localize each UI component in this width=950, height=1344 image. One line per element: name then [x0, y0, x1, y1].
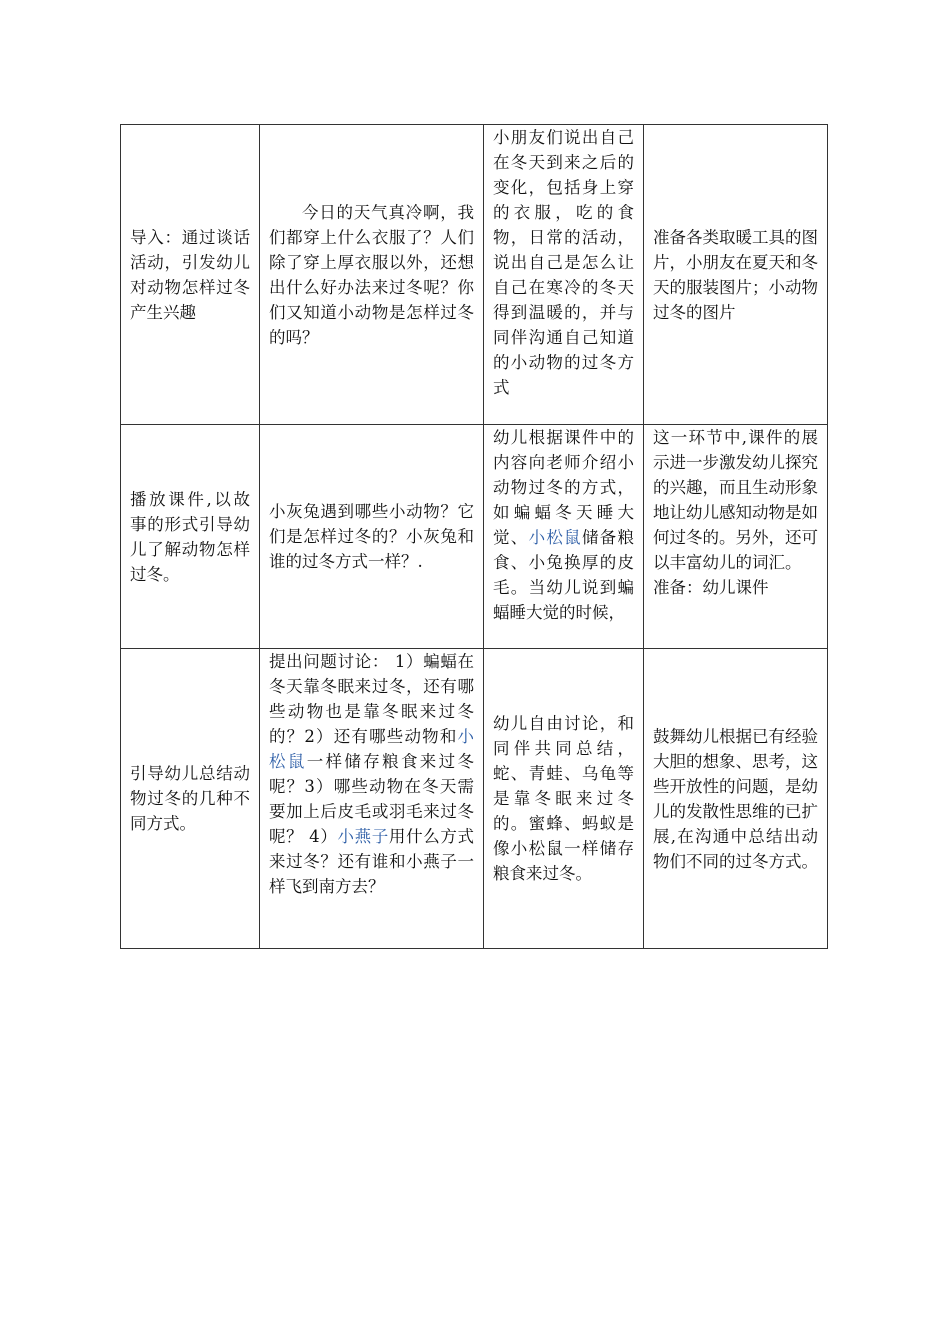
teacher-guidance-text: 小灰兔遇到哪些小动物？它们是怎样过冬的？小灰兔和谁的过冬方式一样？.	[269, 502, 474, 571]
table-row	[121, 425, 828, 649]
teacher-guidance-cell	[260, 125, 484, 425]
teacher-guidance-text: 一样储存粮食来过冬呢？3）哪些动物在冬天需要加上后皮毛或羽毛来过冬呢？ 4）	[269, 752, 475, 846]
notes-cell	[644, 125, 828, 425]
teacher-guidance-text: 今日的天气真冷啊，我们都穿上什么衣服了？人们除了穿上厚衣服以外，还想出什么好办法来过冬呢？你们又知道小动物是怎样过冬的吗？	[269, 202, 474, 347]
child-activity-text: 小朋友们说出自己在冬天到来之后的变化，包括身上穿的衣服，吃的食物，日常的活动，说出自己是怎么让自己在寒冷的冬天得到温暖的，并与同伴沟通自己知道的小动物的过冬方式	[493, 128, 634, 397]
child-activity-cell	[484, 649, 644, 949]
child-activity-text: 幼儿根据课件中的内容向老师介绍小动物过冬的方式，如蝙蝠冬天睡大觉、	[493, 428, 634, 547]
notes-cell	[644, 649, 828, 949]
teacher-guidance-cell	[260, 649, 484, 949]
squirrel-link[interactable]: 小松鼠	[528, 528, 582, 547]
child-activity-text: 储备粮食、小兔换厚的皮毛。当幼儿说到蝙蝠睡大觉的时候，	[493, 528, 635, 622]
child-activity-cell	[484, 425, 644, 649]
activity-cell	[121, 125, 260, 425]
notes-cell	[644, 425, 828, 649]
teacher-guidance-cell	[260, 425, 484, 649]
squirrel-link[interactable]: 小松鼠	[269, 727, 474, 771]
activity-text: 播放课件,以故事的形式引导幼儿了解动物怎样过冬。	[130, 489, 250, 584]
activity-cell	[121, 649, 260, 949]
activity-text: 导入：通过谈话活动，引发幼儿对动物怎样过冬产生兴趣	[130, 227, 250, 322]
activity-cell	[121, 425, 260, 649]
notes-text: 鼓舞幼儿根据已有经验大胆的想象、思考，这些开放性的问题，是幼儿的发散性思维的已扩展,在沟通中总结出动物们不同的过冬方式。	[653, 726, 818, 871]
teacher-guidance-text: 用什么方式来过冬？还有谁和小燕子一样飞到南方去？	[269, 827, 475, 896]
notes-text: 准备各类取暖工具的图片，小朋友在夏天和冬天的服装图片；小动物过冬的图片	[653, 227, 818, 322]
child-activity-cell	[484, 125, 644, 425]
notes-text: 这一环节中,课件的展示进一步激发幼儿探究的兴趣，而且生动形象地让幼儿感知动物是如何过冬的。另外，还可以丰富幼儿的词汇。	[653, 428, 818, 572]
lesson-plan-table	[120, 124, 828, 949]
teacher-guidance-text: 提出问题讨论： 1）蝙蝠在冬天靠冬眠来过冬，还有哪些动物也是靠冬眠来过冬的？2）还有哪些动物和	[269, 652, 474, 746]
child-activity-text: 幼儿自由讨论，和同伴共同总结，蛇、青蛙、乌龟等是靠冬眠来过冬的。蜜蜂、蚂蚁是像小松鼠一样储存粮食来过冬。	[493, 714, 634, 883]
activity-text: 引导幼儿总结动物过冬的几种不同方式。	[130, 764, 250, 833]
table-row	[121, 649, 828, 949]
swallow-link[interactable]: 小燕子	[337, 827, 389, 846]
preparation-note: 准备：幼儿课件	[653, 578, 769, 597]
table-row	[121, 125, 828, 425]
